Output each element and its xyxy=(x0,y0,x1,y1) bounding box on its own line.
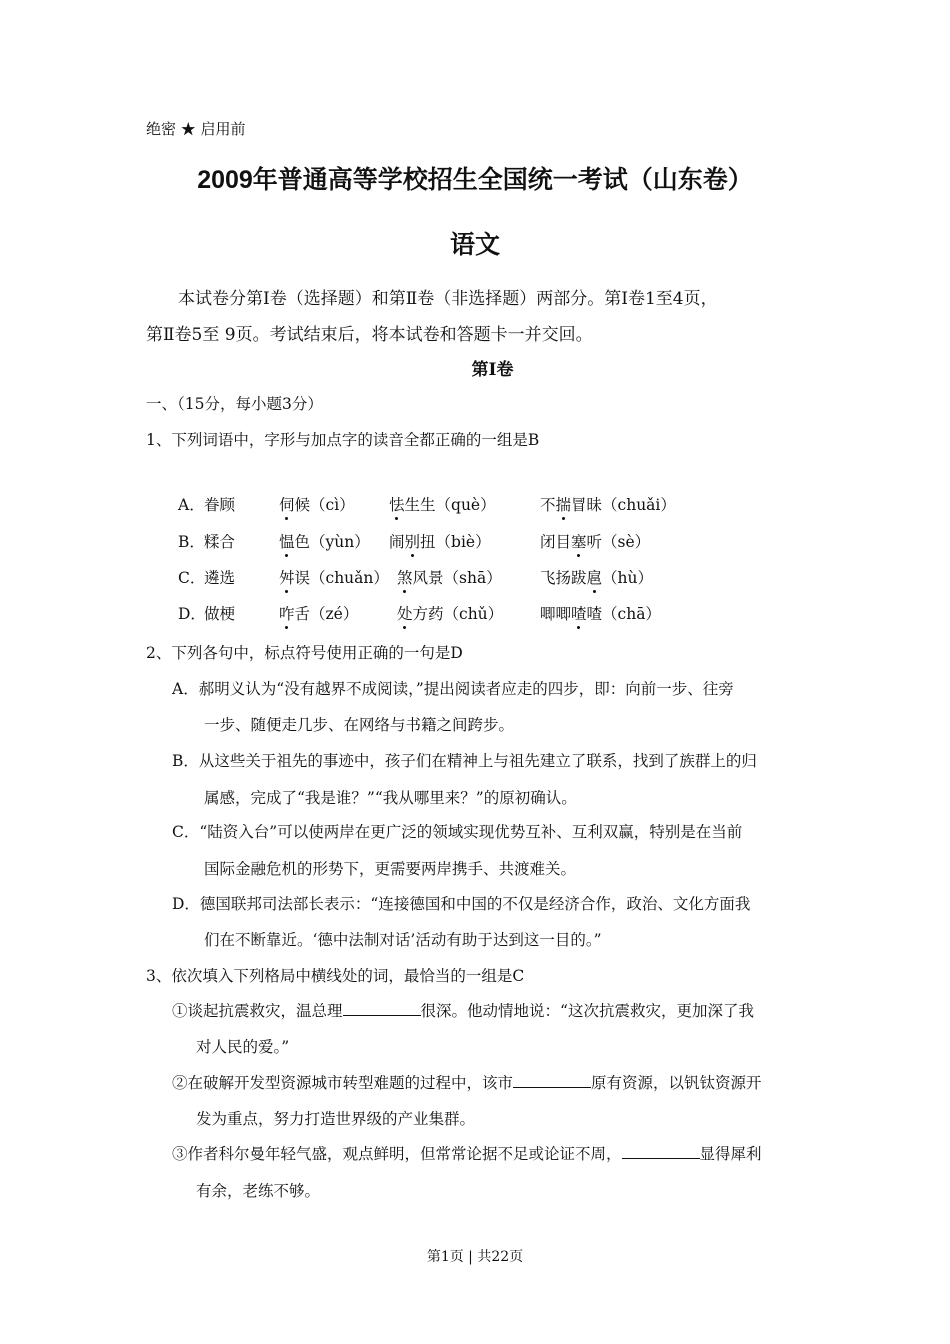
q2-option-d-line-2: 们在不断靠近。‘德中法制对话’活动有助于达到这一目的。” xyxy=(204,931,602,949)
intro-line-1: 本试卷分第Ⅰ卷（选择题）和第Ⅱ卷（非选择题）两部分。第Ⅰ卷1至4页， xyxy=(178,289,718,309)
word-4: 闭目塞听（sè） xyxy=(540,533,651,551)
section-title: 第Ⅰ卷 xyxy=(471,360,514,380)
word-3: 闹别扭（biè） xyxy=(389,533,491,551)
option-label: A． xyxy=(178,496,205,514)
q2-option-d-line-1: D．德国联邦司法部长表示：“连接德国和中国的不仅是经济合作，政治、文化方面我 xyxy=(172,895,751,913)
q3-sentence-1-line-1: ①谈起抗震救灾，温总理 很深。他动情地说：“这次抗震救灾，更加深了我 xyxy=(172,1002,754,1020)
option-label: B． xyxy=(178,533,205,551)
fill-blank[interactable] xyxy=(622,1146,700,1159)
question-2-stem: 2、下列各句中，标点符号使用正确的一句是D xyxy=(146,644,463,662)
word-2: 愠色（yùn） xyxy=(279,533,370,551)
q2-option-a-line-1: A．郝明义认为“没有越界不成阅读，”提出阅读者应走的四步，即：向前一步、往旁 xyxy=(172,680,734,698)
word-4: 不揣冒昧（chuǎi） xyxy=(540,496,676,514)
page-footer: 第1页 | 共22页 xyxy=(426,1249,524,1265)
word-4: 飞扬跋扈（hù） xyxy=(540,569,653,587)
word-1: 遴选 xyxy=(204,569,236,587)
fill-blank[interactable] xyxy=(343,1003,421,1016)
word-1: 眷顾 xyxy=(204,496,236,514)
confidential-label: 绝密 ★ 启用前 xyxy=(146,120,246,138)
word-2: 舛误（chuǎn） xyxy=(279,569,389,587)
q2-option-c-line-1: C．“陆资入台”可以使两岸在更广泛的领域实现优势互补、互利双赢，特别是在当前 xyxy=(172,823,743,841)
q2-option-a-line-2: 一步、随便走几步、在网络与书籍之间跨步。 xyxy=(204,716,515,734)
option-label: D． xyxy=(178,605,206,623)
subject-title: 语文 xyxy=(449,230,500,259)
option-label: C． xyxy=(178,569,206,587)
word-1: 糅合 xyxy=(204,533,236,551)
q2-option-b-line-1: B．从这些关于祖先的事迹中，孩子们在精神上与祖先建立了联系，找到了族群上的归 xyxy=(172,752,757,770)
q3-sentence-1-line-2: 对人民的爱。” xyxy=(196,1038,290,1056)
q3-sentence-3-line-2: 有余，老练不够。 xyxy=(196,1182,321,1200)
word-4: 唧唧喳喳（chā） xyxy=(540,605,661,623)
intro-line-2: 第Ⅱ卷5至 9页。考试结束后，将本试卷和答题卡一并交回。 xyxy=(146,325,593,345)
word-1: 做梗 xyxy=(204,605,236,623)
word-2: 伺候（cì） xyxy=(279,496,355,514)
q2-option-c-line-2: 国际金融危机的形势下，更需要两岸携手、共渡难关。 xyxy=(204,860,577,878)
fill-blank[interactable] xyxy=(513,1075,591,1088)
word-2: 咋舌（zé） xyxy=(279,605,359,623)
word-3: 怯生生（què） xyxy=(389,496,496,514)
word-3: 煞风景（shā） xyxy=(397,569,502,587)
q3-sentence-2-line-1: ②在破解开发型资源城市转型难题的过程中，该市 原有资源，以钒钛资源开 xyxy=(172,1074,762,1092)
q3-sentence-3-line-1: ③作者科尔曼年轻气盛，观点鲜明，但常常论据不足或论证不周， 显得犀利 xyxy=(172,1145,762,1163)
q2-option-b-line-2: 属感，完成了“我是谁？”“我从哪里来？”的原初确认。 xyxy=(204,789,577,807)
exam-title: 2009年普通高等学校招生全国统一考试（山东卷） xyxy=(197,166,753,194)
q3-sentence-2-line-2: 发为重点，努力打造世界级的产业集群。 xyxy=(196,1110,476,1128)
question-1-stem: 1、下列词语中，字形与加点字的读音全都正确的一组是B xyxy=(146,431,540,449)
question-3-stem: 3、依次填入下列格局中横线处的词，最恰当的一组是C xyxy=(146,967,525,985)
word-3: 处方药（chǔ） xyxy=(397,605,504,623)
part-heading: 一、（15分，每小题3分） xyxy=(146,395,323,413)
